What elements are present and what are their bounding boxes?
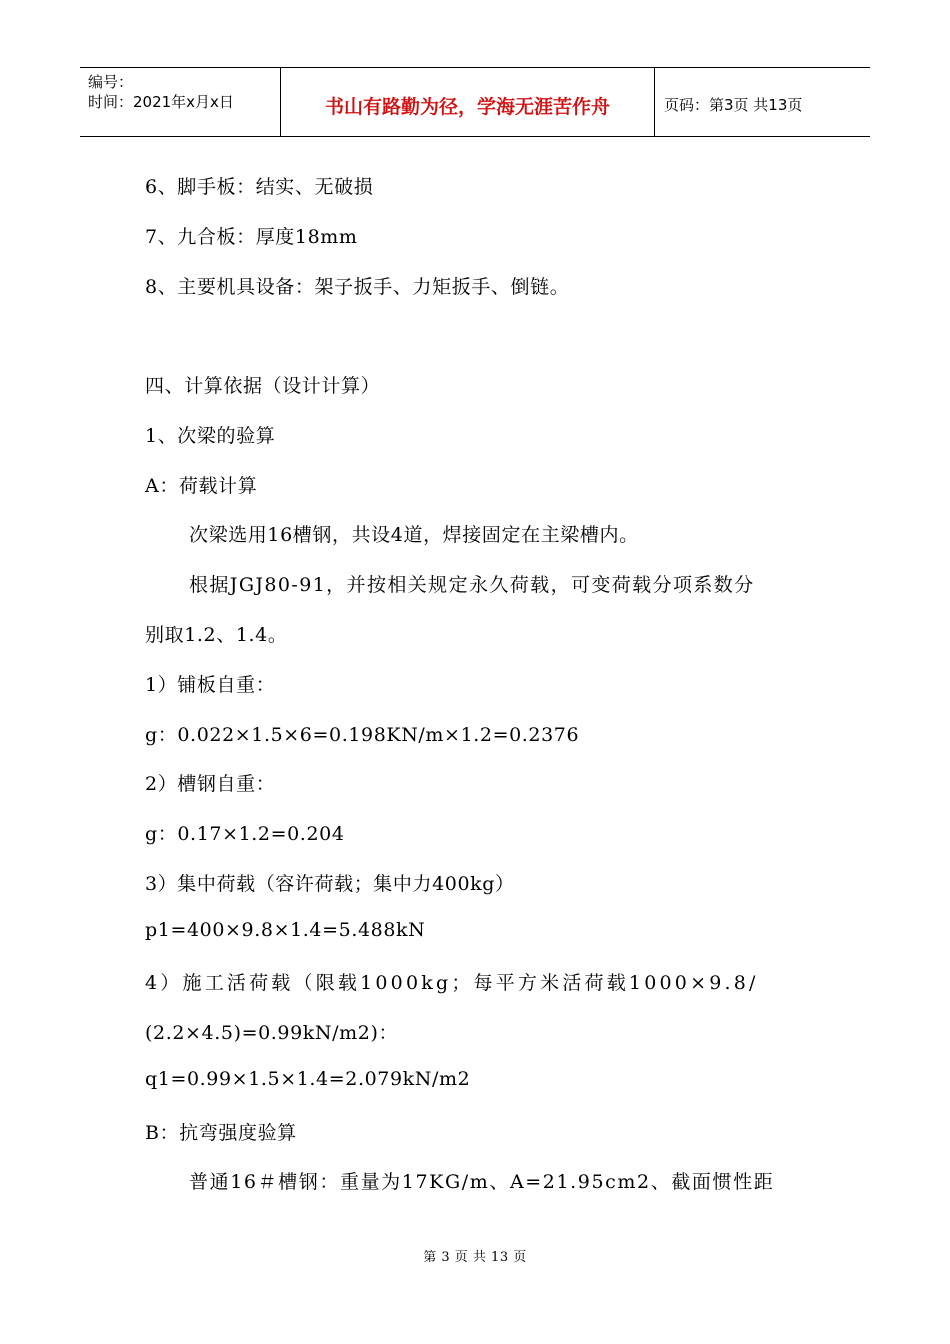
item-heading: 1）铺板自重： [145, 674, 276, 696]
subsection-heading: 1、次梁的验算 [145, 425, 276, 447]
document-header [80, 67, 870, 137]
subsection-heading: B：抗弯强度验算 [145, 1122, 297, 1144]
formula-line: q1=0.99×1.5×1.4=2.079kN/m2 [145, 1068, 471, 1090]
header-page-info: 页码：第3页 共13页 [664, 95, 803, 114]
item-heading: 4）施工活荷载（限载1000kg；每平方米活荷载1000×9.8/ [145, 972, 759, 994]
paragraph-line: 别取1.2、1.4。 [145, 624, 288, 646]
header-motto: 书山有路勤为径，学海无涯苦作舟 [281, 68, 655, 136]
section-heading: 四、计算依据（设计计算） [145, 375, 381, 397]
paragraph-line: 普通16＃槽钢：重量为17KG/m、A=21.95cm2、截面惯性距 [189, 1171, 775, 1193]
formula-line: g：0.022×1.5×6=0.198KN/m×1.2=0.2376 [145, 724, 580, 746]
formula-line: g：0.17×1.2=0.204 [145, 823, 345, 845]
body-line: 7、九合板：厚度18mm [145, 226, 358, 248]
body-line: 6、脚手板：结实、无破损 [145, 176, 374, 198]
item-heading: 2）槽钢自重： [145, 773, 276, 795]
body-line: 8、主要机具设备：架子扳手、力矩扳手、倒链。 [145, 276, 570, 298]
formula-line: (2.2×4.5)=0.99kN/m2)： [145, 1022, 399, 1044]
header-meta-cell [80, 68, 281, 136]
page-footer: 第 3 页 共 13 页 [423, 1250, 527, 1265]
paragraph-line: 根据JGJ80-91，并按相关规定永久荷载，可变荷载分项系数分 [189, 574, 755, 596]
subsection-heading: A：荷载计算 [145, 475, 258, 497]
formula-line: p1=400×9.8×1.4=5.488kN [145, 919, 426, 941]
item-heading: 3）集中荷载（容许荷载；集中力400kg） [145, 873, 515, 895]
document-time-label: 时间：2021年x月x日 [88, 93, 234, 111]
paragraph-line: 次梁选用16槽钢，共设4道，焊接固定在主梁槽内。 [189, 524, 639, 546]
document-number-label: 编号： [88, 73, 134, 91]
